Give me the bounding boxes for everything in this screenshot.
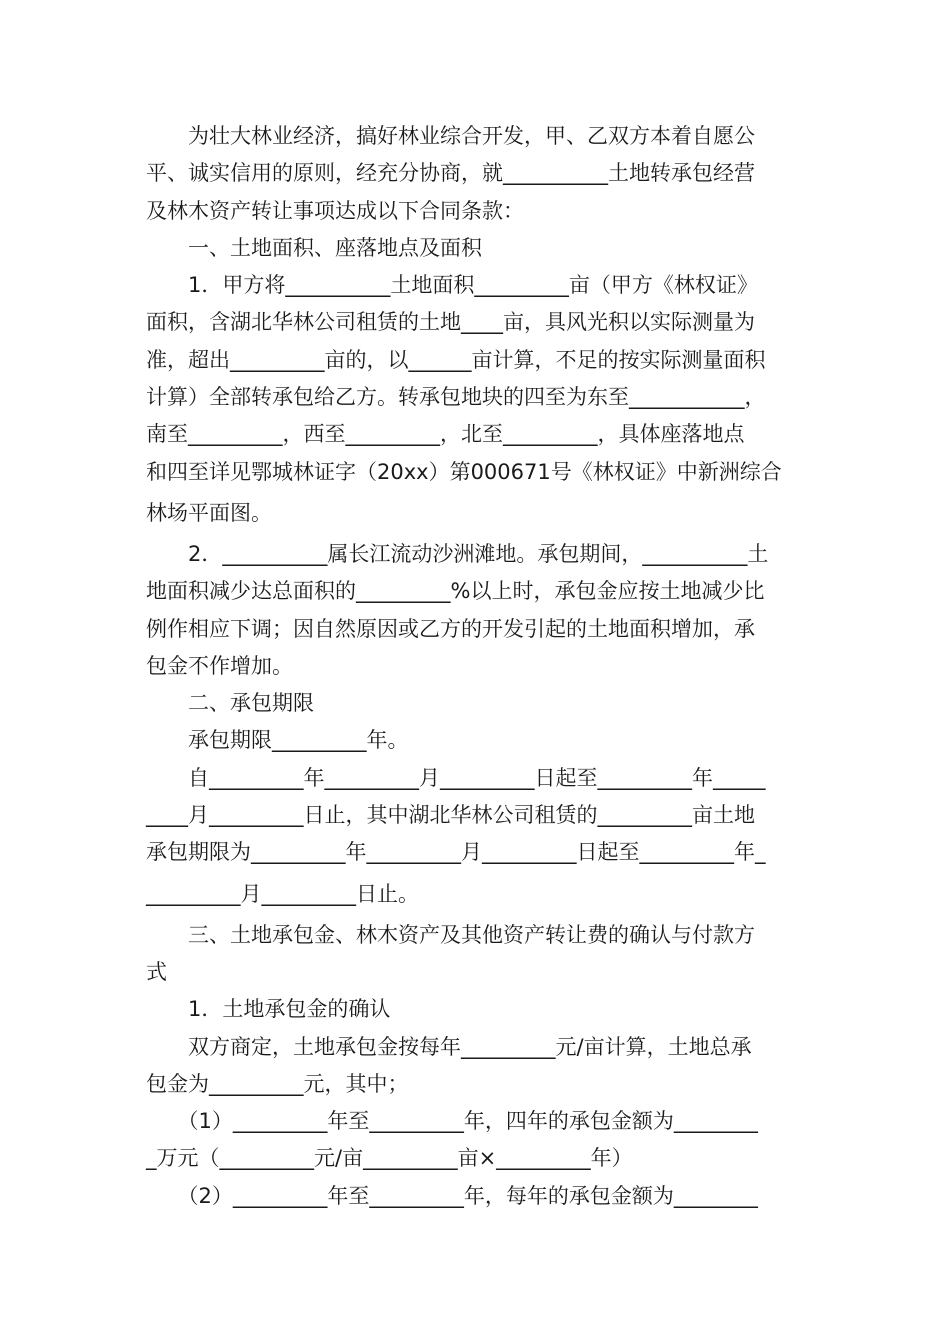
text-line: 计算）全部转承包给乙方。转承包地块的四至为东至___________， <box>146 385 766 410</box>
text-line: 准，超出_________亩的，以______亩计算，不足的按实际测量面积 <box>146 347 766 372</box>
text-line: 承包期限_________年。 <box>146 728 409 753</box>
section-heading: 三、土地承包金、林木资产及其他资产转让费的确认与付款方 <box>146 922 755 947</box>
text-line: _________月_________日止。 <box>146 881 419 906</box>
text-line: 式 <box>146 959 167 984</box>
text-line: 双方商定，土地承包金按每年_________元/亩计算，土地总承 <box>146 1034 752 1059</box>
text-line: 承包期限为_________年_________月_________日起至_________年_ <box>146 840 766 865</box>
text-line: _万元（_________元/亩_________亩×_________年） <box>146 1146 633 1171</box>
contract-text <box>146 118 816 1215</box>
text-line: （1）_________年至_________年，四年的承包金额为________ <box>146 1109 758 1134</box>
text-line: 为壮大林业经济，搞好林业综合开发，甲、乙双方本着自愿公 <box>146 124 755 148</box>
text-line: 包金不作增加。 <box>146 653 293 678</box>
text-line: 例作相应下调；因自然原因或乙方的开发引起的土地面积增加，承 <box>146 616 755 641</box>
text-line: 自_________年_________月_________日起至_________年_____ <box>146 765 766 790</box>
text-line: 1．甲方将__________土地面积_________亩（甲方《林权证》 <box>146 273 758 298</box>
text-line: 及林木资产转让事项达成以下合同条款： <box>146 198 524 223</box>
text-line: 地面积减少达总面积的_________%以上时，承包金应按土地减少比 <box>146 579 765 604</box>
text-line: 面积，含湖北华林公司租赁的土地____亩，具风光积以实际测量为 <box>146 310 755 335</box>
text-line: 包金为_________元，其中； <box>146 1071 409 1096</box>
text-line: 平、诚实信用的原则，经充分协商，就__________土地转承包经营 <box>146 161 755 186</box>
text-line: 和四至详见鄂城林证字（20xx）第000671号《林权证》中新洲综合 <box>146 459 782 484</box>
text-line: ____月_________日止，其中湖北华林公司租赁的_________亩土地 <box>146 803 755 828</box>
text-line: 南至_________，西至_________，北至_________，具体座落地点 <box>146 422 745 447</box>
text-line: 2．__________属长江流动沙洲滩地。承包期间，__________土 <box>146 541 769 566</box>
text-line: （2）_________年至_________年，每年的承包金额为________ <box>146 1183 758 1208</box>
section-heading: 一、土地面积、座落地点及面积 <box>146 235 482 260</box>
subsection-heading: 1．土地承包金的确认 <box>146 997 391 1022</box>
section-heading: 二、承包期限 <box>146 691 314 716</box>
text-line: 林场平面图。 <box>146 500 272 525</box>
